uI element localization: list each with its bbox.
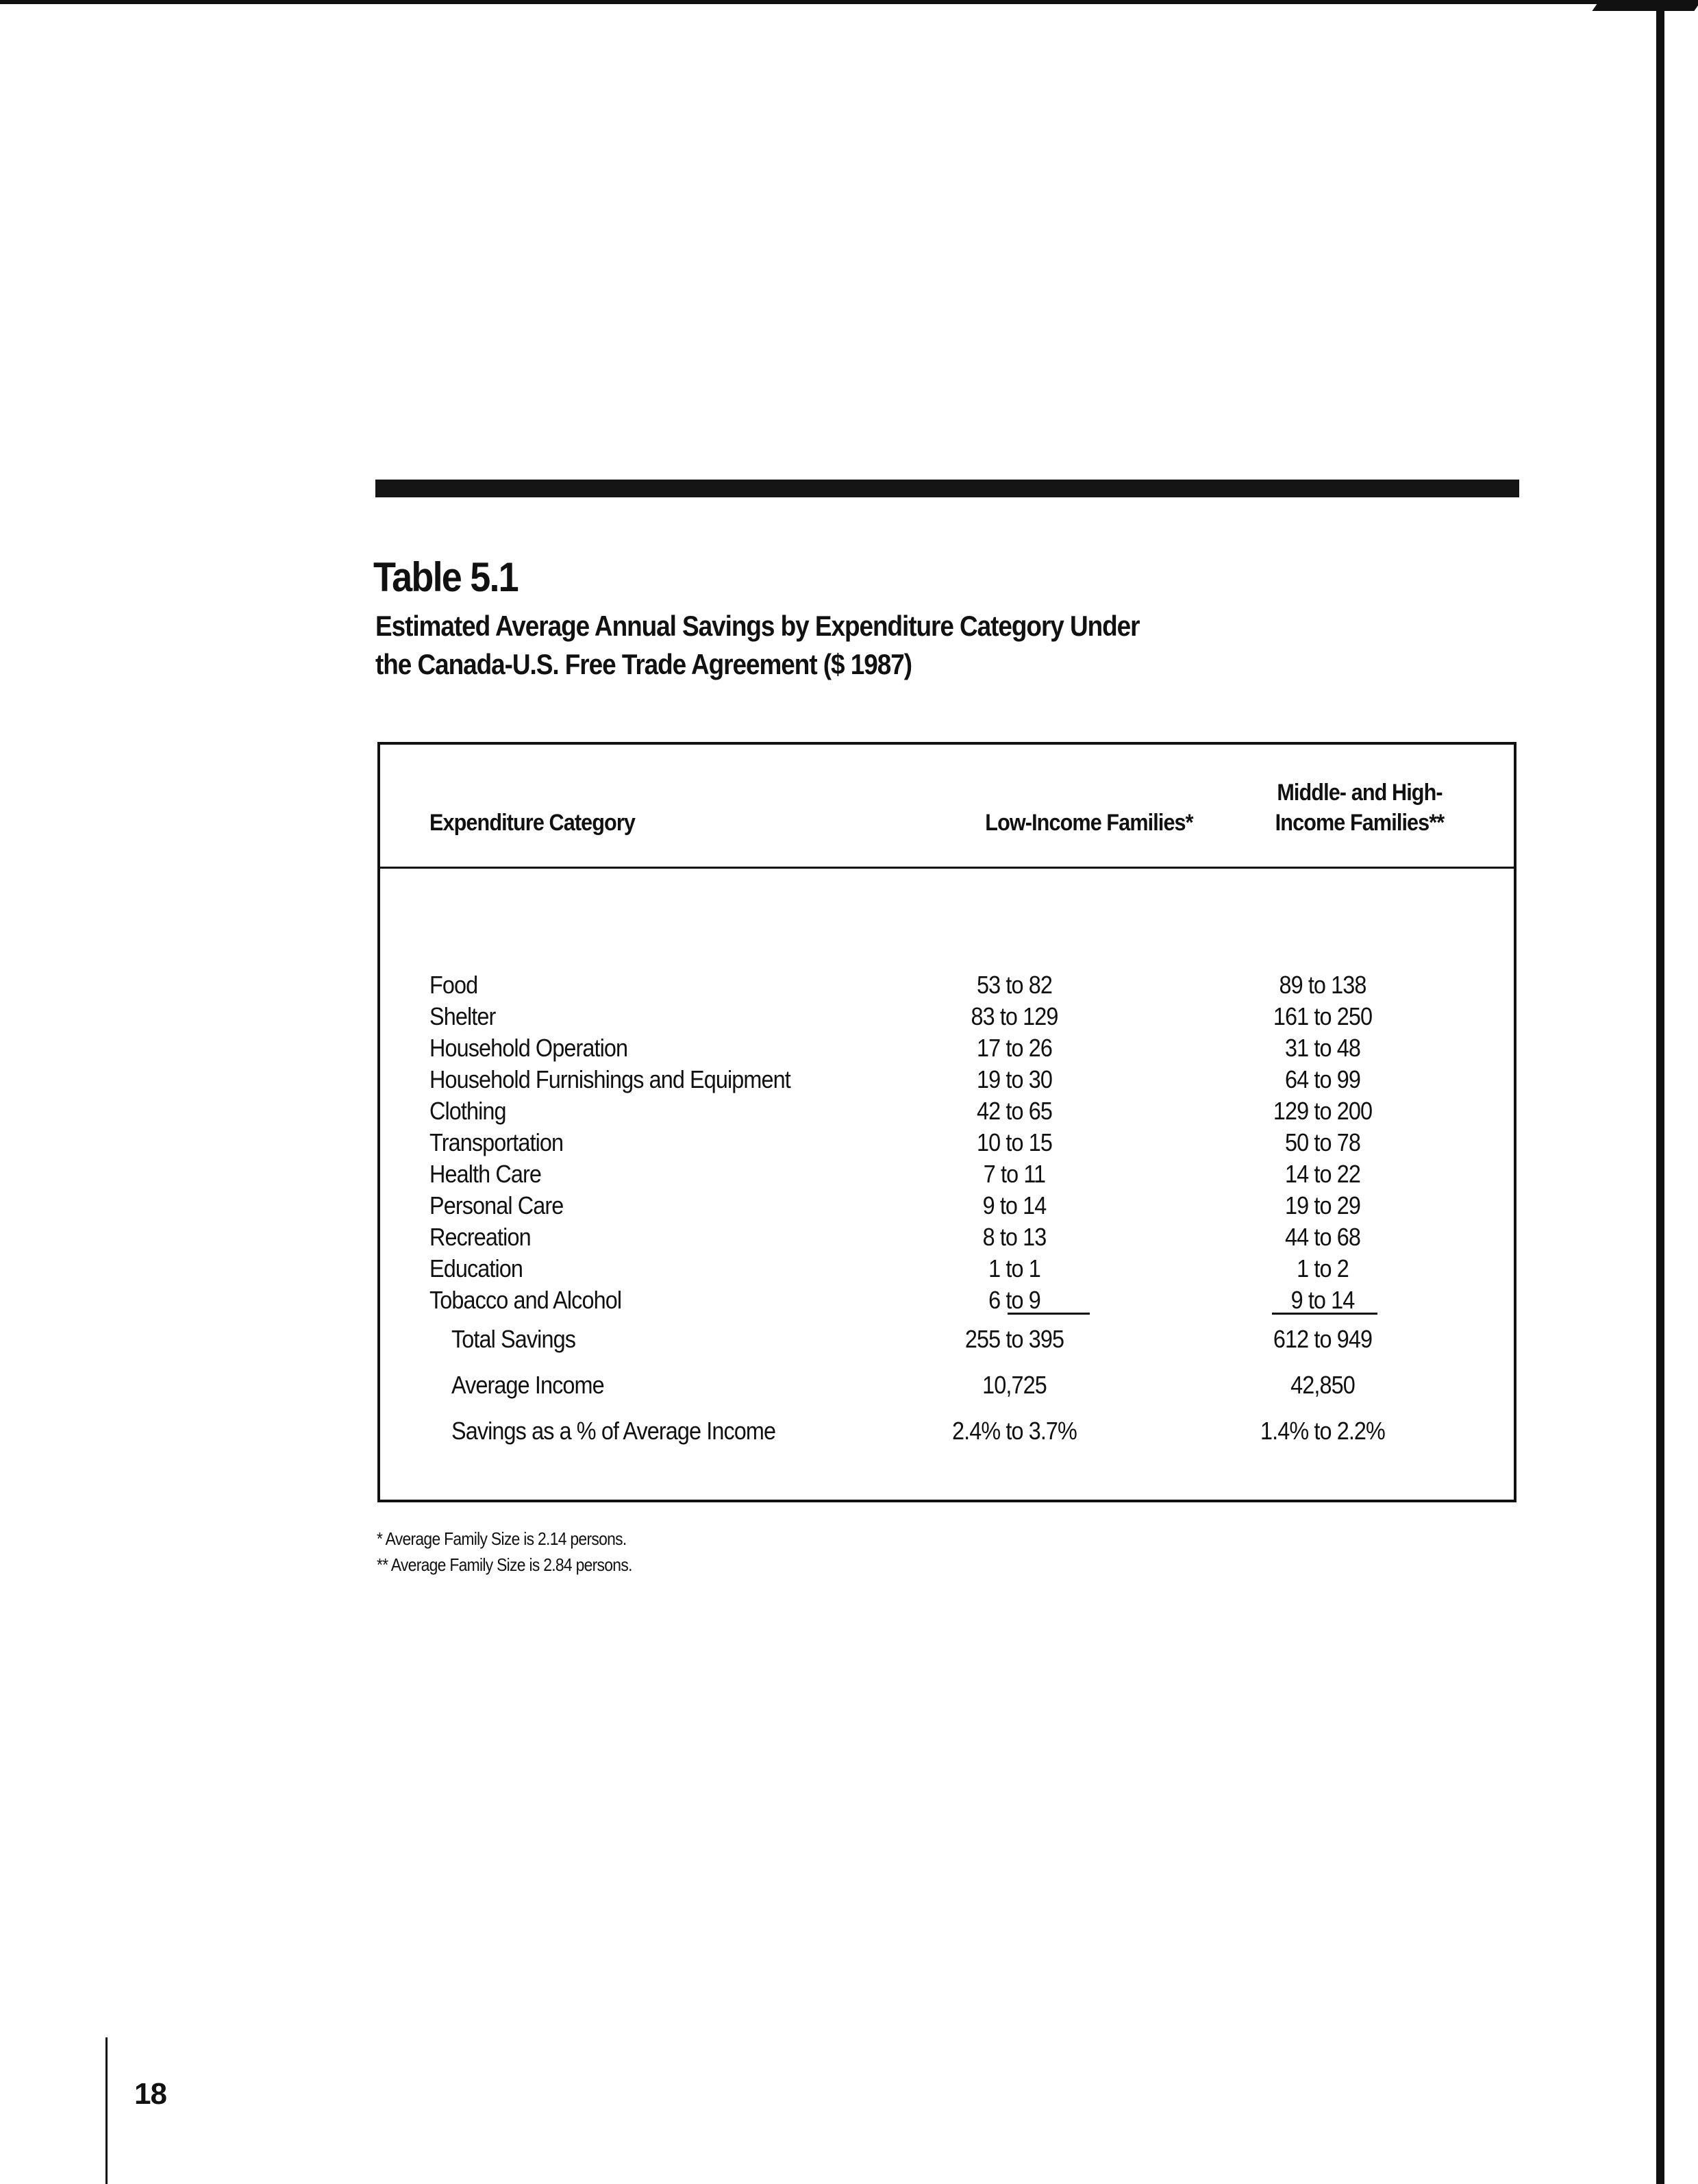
row-low-income-value: 10 to 15 — [977, 1128, 1052, 1156]
row-low-income-value: 255 to 395 — [964, 1325, 1064, 1353]
table-title — [375, 607, 1279, 684]
row-low-income-value: 17 to 26 — [977, 1034, 1052, 1062]
footnote-middle-high-income: ** Average Family Size is 2.84 persons. — [377, 1554, 632, 1575]
row-mid-high-income-value: 31 to 48 — [1285, 1034, 1360, 1062]
row-category: Shelter — [429, 1002, 496, 1030]
footnote-low-income: * Average Family Size is 2.14 persons. — [377, 1528, 627, 1549]
summary-row — [380, 1324, 1514, 1355]
scan-edge-top — [0, 0, 1671, 4]
row-low-income-value: 10,725 — [982, 1371, 1047, 1399]
header-divider — [380, 867, 1514, 869]
row-category: Average Income — [451, 1371, 604, 1399]
row-mid-high-income-value: 129 to 200 — [1273, 1097, 1373, 1125]
row-mid-high-income-value: 14 to 22 — [1285, 1160, 1360, 1188]
summary-row — [380, 1415, 1514, 1447]
row-mid-high-income-value: 89 to 138 — [1279, 971, 1366, 999]
mid-high-income-subtotal-rule — [1272, 1313, 1377, 1315]
summary-row — [380, 1369, 1514, 1401]
low-income-subtotal-rule — [1008, 1313, 1090, 1315]
table-row — [380, 1221, 1514, 1253]
row-category: Household Furnishings and Equipment — [429, 1065, 790, 1093]
table-row — [380, 1032, 1514, 1064]
row-category: Recreation — [429, 1223, 531, 1251]
row-category: Tobacco and Alcohol — [429, 1286, 622, 1314]
row-category: Health Care — [429, 1160, 541, 1188]
table-row — [380, 1253, 1514, 1285]
row-category: Household Operation — [429, 1034, 628, 1062]
section-rule — [375, 480, 1519, 497]
table-title-line-1: Estimated Average Annual Savings by Expenditure Category Under — [375, 610, 1140, 642]
row-mid-high-income-value: 1.4% to 2.2% — [1260, 1417, 1385, 1445]
header-expenditure-category: Expenditure Category — [429, 810, 635, 836]
scan-edge-right — [1656, 0, 1664, 2184]
row-mid-high-income-value: 19 to 29 — [1285, 1191, 1360, 1219]
row-mid-high-income-value: 9 to 14 — [1290, 1286, 1355, 1314]
header-middle-high-line-2: Income Families** — [1275, 810, 1445, 836]
table-row — [380, 1127, 1514, 1158]
row-low-income-value: 19 to 30 — [977, 1065, 1052, 1093]
table-title-line-2: the Canada-U.S. Free Trade Agreement ($ 1987) — [375, 648, 912, 680]
row-low-income-value: 8 to 13 — [982, 1223, 1047, 1251]
page-number: 18 — [134, 2077, 166, 2111]
table-row — [380, 1095, 1514, 1127]
row-category: Food — [429, 971, 478, 999]
page-margin-bar — [105, 2037, 108, 2184]
row-mid-high-income-value: 42,850 — [1290, 1371, 1355, 1399]
table-row — [380, 1190, 1514, 1221]
row-low-income-value: 53 to 82 — [977, 971, 1052, 999]
header-low-income: Low-Income Families* — [985, 810, 1193, 836]
row-category: Education — [429, 1254, 523, 1282]
row-category: Total Savings — [451, 1325, 576, 1353]
row-low-income-value: 6 to 9 — [988, 1286, 1040, 1314]
table-row — [380, 969, 1514, 1001]
header-middle-high-line-1: Middle- and High- — [1277, 780, 1443, 806]
row-category: Savings as a % of Average Income — [451, 1417, 776, 1445]
row-low-income-value: 2.4% to 3.7% — [952, 1417, 1077, 1445]
row-low-income-value: 42 to 65 — [977, 1097, 1052, 1125]
row-mid-high-income-value: 64 to 99 — [1285, 1065, 1360, 1093]
row-category: Transportation — [429, 1128, 564, 1156]
table-row — [380, 1158, 1514, 1190]
scan-edge-corner — [1592, 0, 1698, 11]
row-low-income-value: 9 to 14 — [982, 1191, 1047, 1219]
table-row — [380, 1064, 1514, 1095]
row-mid-high-income-value: 1 to 2 — [1297, 1254, 1349, 1282]
row-category: Clothing — [429, 1097, 506, 1125]
row-mid-high-income-value: 161 to 250 — [1273, 1002, 1373, 1030]
table-row — [380, 1001, 1514, 1032]
row-low-income-value: 1 to 1 — [988, 1254, 1040, 1282]
savings-table — [377, 742, 1516, 1502]
row-mid-high-income-value: 50 to 78 — [1285, 1128, 1360, 1156]
row-mid-high-income-value: 612 to 949 — [1273, 1325, 1373, 1353]
row-mid-high-income-value: 44 to 68 — [1285, 1223, 1360, 1251]
table-row — [380, 1285, 1514, 1316]
header-middle-high-income — [1236, 778, 1483, 838]
row-low-income-value: 83 to 129 — [971, 1002, 1058, 1030]
row-low-income-value: 7 to 11 — [983, 1160, 1046, 1188]
row-category: Personal Care — [429, 1191, 564, 1219]
table-number: Table 5.1 — [373, 554, 518, 600]
